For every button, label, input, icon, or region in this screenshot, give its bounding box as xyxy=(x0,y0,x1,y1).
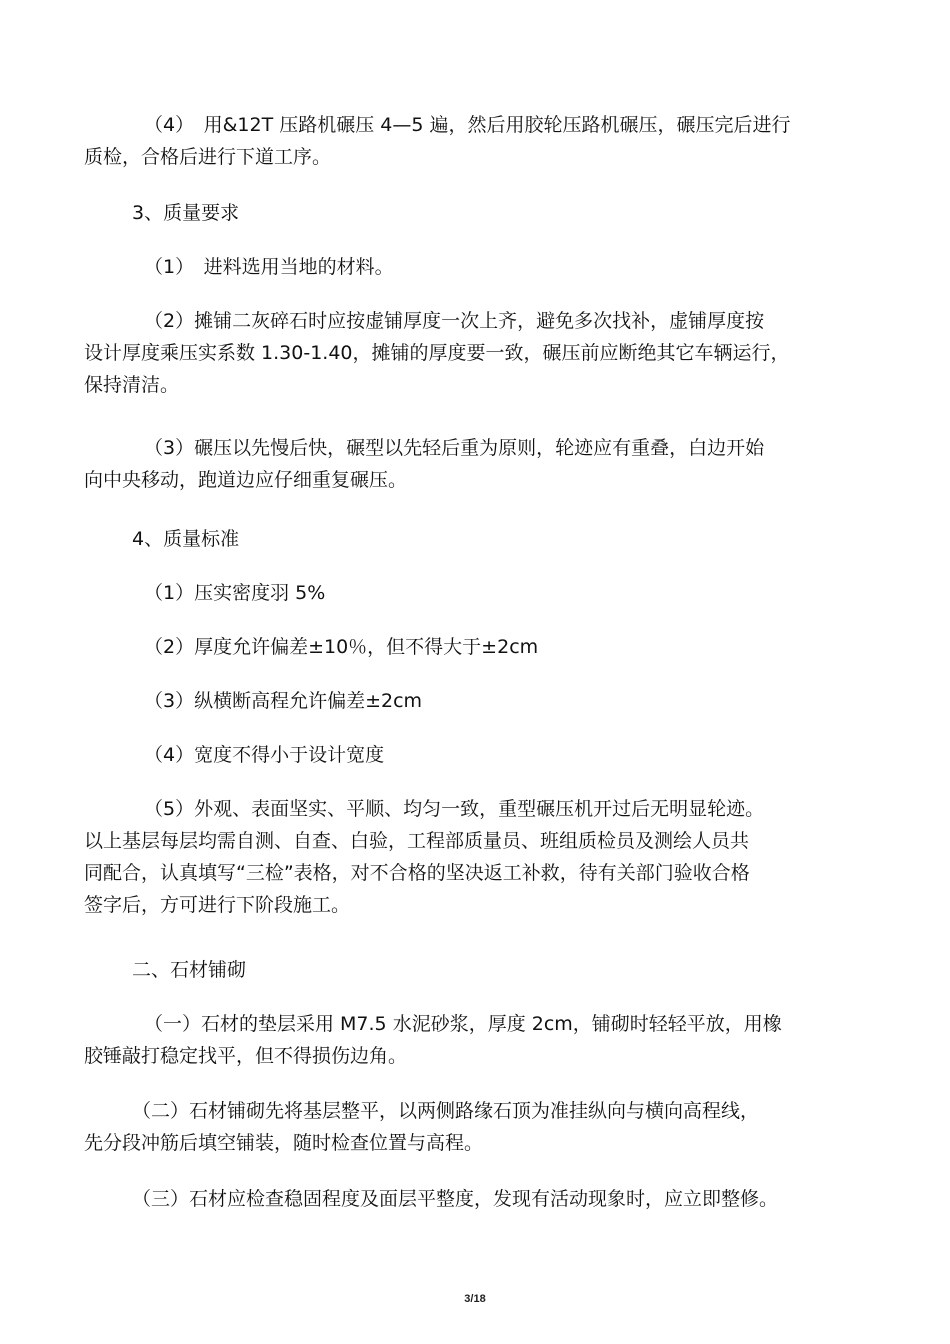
text-line: （4） 用&12T 压路机碾压 4—5 遍，然后用胶轮压路机碾压，碾压完后进行 xyxy=(144,114,791,136)
text-line: 同配合，认真填写“三检”表格，对不合格的坚决返工补救，待有关部门验收合格 xyxy=(84,862,750,884)
heading-quality-standards xyxy=(84,523,874,555)
paragraph-stone-inspection xyxy=(84,1183,874,1215)
paragraph-compaction xyxy=(84,432,874,496)
text-line: 质检，合格后进行下道工序。 xyxy=(84,146,332,168)
text-line: 向中央移动，跑道边应仔细重复碾压。 xyxy=(84,469,408,491)
text-line: （2）厚度允许偏差±10％，但不得大于±2cm xyxy=(144,636,539,658)
text-line: 3、质量要求 xyxy=(132,202,240,224)
text-line: （3）碾压以先慢后快，碾型以先轻后重为原则，轮迹应有重叠，白边开始 xyxy=(144,437,765,459)
paragraph-paving xyxy=(84,305,874,401)
text-line: （1）压实密度羽 5% xyxy=(144,582,326,604)
text-line: （2）摊铺二灰碎石时应按虚铺厚度一次上齐，避免多次找补，虚铺厚度按 xyxy=(144,310,765,332)
standard-item-1 xyxy=(84,577,874,609)
text-line: （1） 进料选用当地的材料。 xyxy=(144,256,394,278)
text-line: （三）石材应检查稳固程度及面层平整度，发现有活动现象时，应立即整修。 xyxy=(132,1188,779,1210)
paragraph-materials xyxy=(84,251,874,283)
paragraph-stone-bedding xyxy=(84,1008,874,1072)
text-line: 设计厚度乘压实系数 1.30-1.40，摊铺的厚度要一致，碾压前应断绝其它车辆运行， xyxy=(84,342,790,364)
text-line: （5）外观、表面坚实、平顺、均匀一致，重型碾压机开过后无明显轮迹。 xyxy=(144,798,765,820)
standard-item-5 xyxy=(84,793,874,921)
text-line: 4、质量标准 xyxy=(132,528,240,550)
text-line: 二、石材铺砌 xyxy=(132,959,247,981)
heading-stone-paving xyxy=(84,954,874,986)
text-line: （二）石材铺砌先将基层整平，以两侧路缘石顶为准挂纵向与横向高程线， xyxy=(132,1100,760,1122)
heading-quality-requirements xyxy=(84,197,874,229)
text-line: 先分段冲筋后填空铺装，随时检查位置与高程。 xyxy=(84,1132,484,1154)
paragraph-stone-laying xyxy=(84,1095,874,1159)
standard-item-2 xyxy=(84,631,874,663)
standard-item-3 xyxy=(84,685,874,717)
text-line: （3）纵横断高程允许偏差±2cm xyxy=(144,690,423,712)
text-line: 保持清洁。 xyxy=(84,374,180,396)
text-line: 签字后，方可进行下阶段施工。 xyxy=(84,894,351,916)
text-line: 胶锤敲打稳定找平，但不得损伤边角。 xyxy=(84,1045,408,1067)
text-line: （4）宽度不得小于设计宽度 xyxy=(144,744,385,766)
text-line: （一）石材的垫层采用 M7.5 水泥砂浆，厚度 2cm，铺砌时轻轻平放，用橡 xyxy=(144,1013,782,1035)
paragraph-rolling xyxy=(84,109,874,173)
standard-item-4 xyxy=(84,739,874,771)
text-line: 以上基层每层均需自测、自查、白验，工程部质量员、班组质检员及测绘人员共 xyxy=(84,830,750,852)
page-number: 3/18 xyxy=(464,1293,486,1305)
